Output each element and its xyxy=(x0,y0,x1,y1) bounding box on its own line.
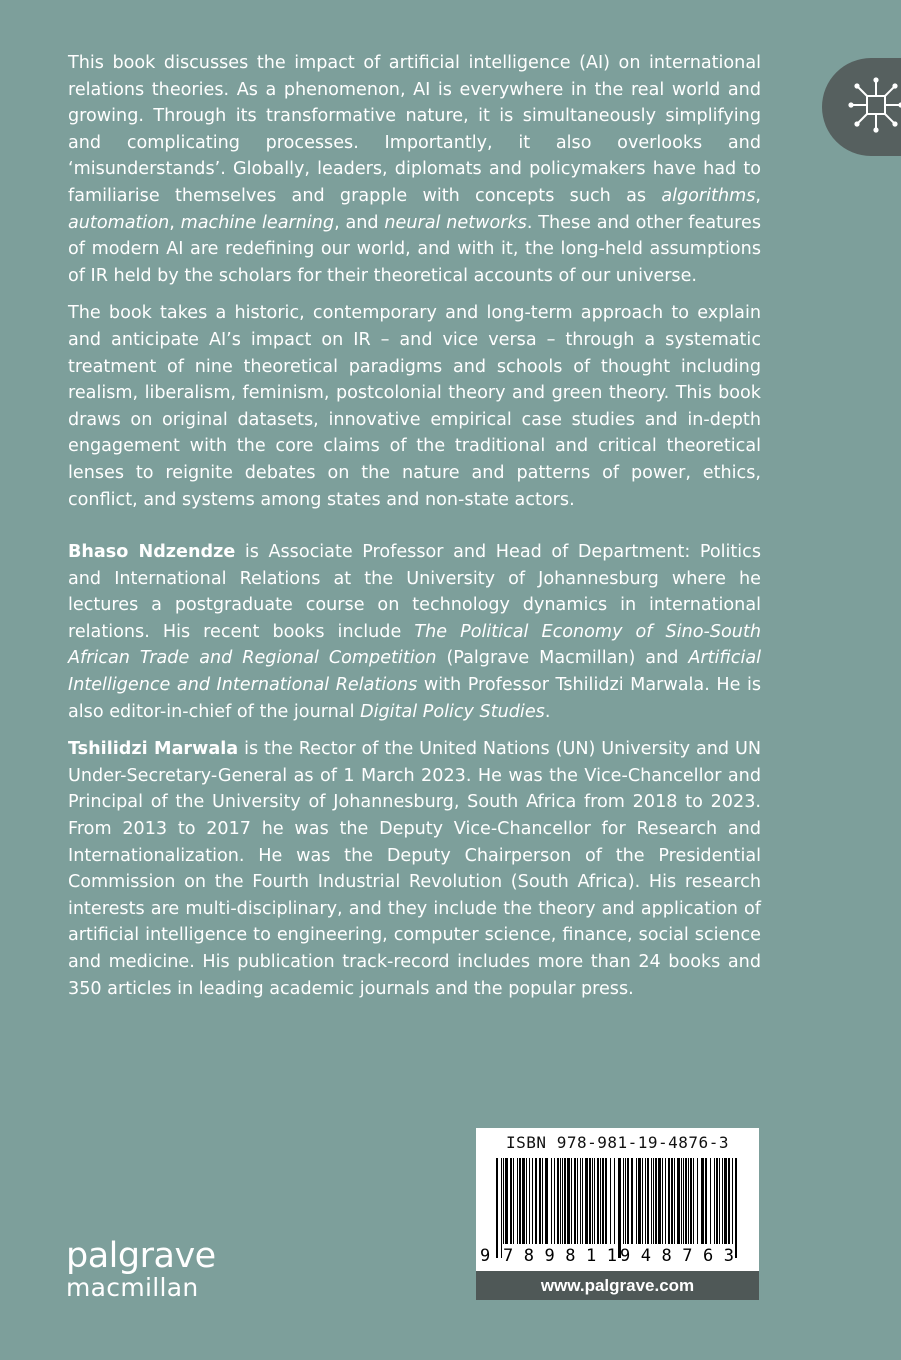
barcode-bar xyxy=(693,1158,694,1244)
barcode-bar xyxy=(685,1158,687,1244)
barcode-bar xyxy=(701,1158,704,1244)
barcode-bar xyxy=(642,1158,643,1244)
barcode-bar xyxy=(688,1158,689,1244)
barcode-bar xyxy=(722,1158,723,1244)
barcode-bar xyxy=(614,1158,615,1244)
barcode-bar xyxy=(594,1158,595,1244)
barcode-bar xyxy=(631,1158,633,1244)
barcode-bar xyxy=(592,1158,593,1244)
barcode-bar xyxy=(677,1158,680,1244)
barcode-bar xyxy=(589,1158,591,1244)
barcode-bar xyxy=(625,1158,626,1244)
barcode-bar xyxy=(668,1158,670,1244)
barcode-bar xyxy=(526,1158,527,1244)
barcode-bar xyxy=(645,1158,646,1244)
publisher-name-line2: macmillan xyxy=(66,1273,199,1302)
barcode-bar xyxy=(580,1158,581,1244)
barcode-bar xyxy=(653,1158,654,1244)
barcode-icon xyxy=(476,1128,759,1271)
barcode-bar xyxy=(671,1158,673,1244)
author-name: Bhaso Ndzendze xyxy=(68,542,236,563)
barcode-bar xyxy=(582,1158,583,1244)
barcode-bar xyxy=(567,1158,570,1244)
barcode-bar xyxy=(513,1158,514,1244)
barcode-bar xyxy=(597,1158,599,1244)
barcode-bar xyxy=(705,1158,707,1244)
barcode-bar xyxy=(662,1158,663,1244)
barcode-bar xyxy=(542,1158,543,1244)
author-bio-marwala: Tshilidzi Marwala is the Rector of the United Nations (UN) University and UN Under-Secretary-General as of 1 March 2023. He was the Vice-Chancellor and Principal of the University of Johannesburg, South Africa from 2018 to 2023. From 2013 to 2017 he was the Deputy Vice-Chancellor for Research and Internationalization. He was the Deputy Chairperson of the Presidential Commission on the Fourth Industrial Revolution (South Africa). His research interests are multi-disciplinary, and they include the theory and application of artificial intelligence to engineering, computer science, finance, social science and medicine. His publication track-record includes more than 24 books and 350 articles in leading academic journals and the popular press. xyxy=(68,739,761,999)
barcode-bar xyxy=(496,1158,498,1258)
barcode-bar xyxy=(636,1158,637,1244)
barcode-bar xyxy=(610,1158,611,1244)
barcode-bar xyxy=(697,1158,698,1244)
barcode-bar xyxy=(647,1158,649,1244)
barcode-bar xyxy=(510,1158,512,1244)
barcode-bar xyxy=(724,1158,727,1244)
barcode-bar xyxy=(602,1158,604,1244)
barcode-bar xyxy=(623,1158,624,1244)
barcode-bar xyxy=(605,1158,607,1244)
barcode-bar xyxy=(560,1158,561,1244)
barcode-bar xyxy=(554,1158,555,1244)
barcode-bar xyxy=(522,1158,525,1244)
barcode-bar xyxy=(535,1158,537,1244)
author-name: Tshilidzi Marwala xyxy=(68,739,239,760)
barcode-bar xyxy=(674,1158,675,1244)
barcode-bar xyxy=(683,1158,684,1244)
back-cover-text xyxy=(68,50,761,1013)
barcode-bar xyxy=(557,1158,559,1244)
circuit-node-icon xyxy=(846,72,901,138)
barcode-bar xyxy=(600,1158,601,1244)
barcode-bar xyxy=(732,1158,733,1244)
barcode-bar xyxy=(577,1158,578,1244)
barcode-bar xyxy=(690,1158,692,1244)
author-bio-ndzendze: Bhaso Ndzendze is Associate Professor and Head of Department: Politics and International Relations at the University of Johannesburg where he lectures a postgraduate course on technology dynamics in international relations. His recent books include The Political Economy of Sino-South African Trade and Regional Competition (Palgrave Macmillan) and Artificial Intelligence and International Relations with Professor Tshilidzi Marwala. He is also editor-in-chief of the journal Digital Policy Studies. xyxy=(68,542,761,722)
barcode-bar xyxy=(665,1158,666,1244)
barcode-digit-lead: 9 xyxy=(480,1246,491,1266)
barcode-bar xyxy=(503,1158,504,1244)
publisher-logo xyxy=(66,1238,216,1302)
isbn-text: ISBN 978-981-19-4876-3 xyxy=(506,1133,729,1152)
synopsis-paragraph-2: The book takes a historic, contemporary and long-term approach to explain and anticipate AI’s impact on IR – and vice versa – through a systematic treatment of nine theoretical paradigms and schools of thought including realism, liberalism, feminism, postcolonial theory and green theory. This book draws on original datasets, innovative empirical case studies and in-depth engagement with the core claims of the traditional and critical theoretical lenses to reignite debates on the nature and patterns of power, ethics, conflict, and systems among states and non-state actors. xyxy=(68,303,761,510)
barcode-bar xyxy=(574,1158,576,1244)
barcode-bar xyxy=(618,1158,621,1258)
barcode-bar xyxy=(539,1158,541,1244)
barcode-bar xyxy=(681,1158,682,1244)
barcode-digits-left: 789811 xyxy=(503,1246,617,1266)
barcode-bar xyxy=(658,1158,661,1244)
barcode-bar xyxy=(562,1158,563,1244)
barcode-bar xyxy=(716,1158,718,1244)
barcode-bar xyxy=(517,1158,518,1244)
publisher-name-line1: palgrave xyxy=(66,1236,216,1276)
publisher-url[interactable]: www.palgrave.com xyxy=(476,1271,759,1300)
barcode-bar xyxy=(585,1158,588,1244)
barcode-bar xyxy=(638,1158,641,1244)
barcode-bar xyxy=(728,1158,730,1244)
barcode-bar xyxy=(714,1158,715,1244)
barcode-bar xyxy=(501,1158,502,1258)
barcode-bar xyxy=(735,1158,737,1258)
barcode-bar xyxy=(655,1158,657,1244)
barcode-bar xyxy=(519,1158,521,1244)
barcode-bar xyxy=(545,1158,548,1244)
barcode-bar xyxy=(505,1158,508,1244)
barcode-digits-right: 948763 xyxy=(620,1246,734,1266)
barcode-bar xyxy=(529,1158,530,1244)
synopsis-paragraph-1: This book discusses the impact of artificial intelligence (AI) on international relations theories. As a phenomenon, AI is everywhere in the real world and growing. Through its transformative nature, it is simultaneously simplifying and complicating processes. Importantly, it also overlooks and ‘misunderstands’. Globally, leaders, diplomats and policymakers have had to familiarise themselves and grapple with concepts such as algorithms, automation, machine learning, and neural networks. These and other features of modern AI are redefining our world, and with it, the long-held assumptions of IR held by the scholars for their theoretical accounts of our universe. xyxy=(68,53,761,286)
barcode-bar xyxy=(719,1158,720,1244)
barcode-bar xyxy=(571,1158,572,1244)
barcode-bar xyxy=(710,1158,711,1244)
barcode-bar xyxy=(551,1158,552,1244)
barcode-bar xyxy=(564,1158,566,1244)
barcode-bar xyxy=(627,1158,629,1244)
barcode-bar xyxy=(532,1158,533,1244)
barcode-bar xyxy=(651,1158,652,1244)
isbn-barcode xyxy=(476,1128,759,1300)
series-logo-tab xyxy=(822,58,901,156)
